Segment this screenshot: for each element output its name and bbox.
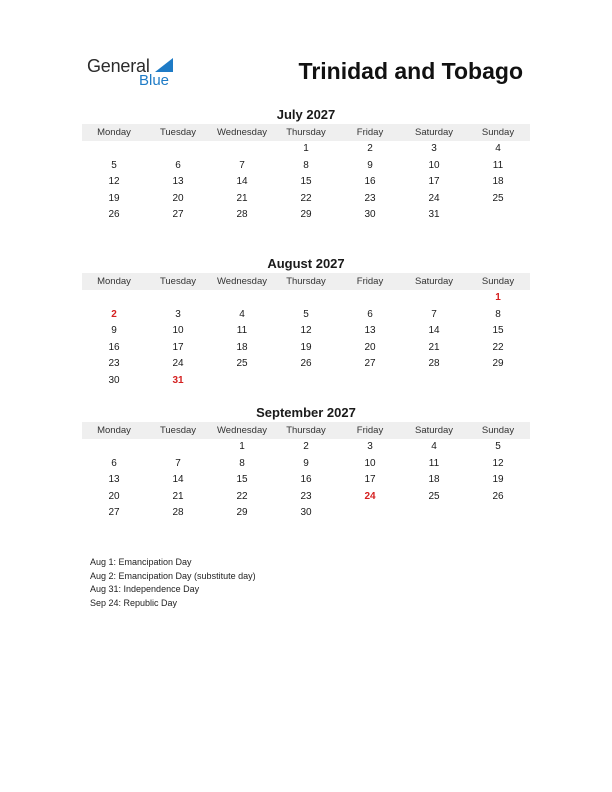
day-cell: 22 [492,341,504,353]
holiday-list [90,556,256,610]
holiday-note: Sep 24: Republic Day [90,597,178,608]
day-cell: 10 [428,159,440,171]
day-cell [402,290,466,307]
weekday-header: Sunday [481,425,515,436]
day-cell: 24 [428,192,440,204]
day-cell: 19 [108,192,120,204]
weekday-header: Tuesday [159,127,197,138]
day-cell: 13 [364,325,376,336]
day-cell: 15 [492,325,504,336]
day-cell: 5 [111,159,117,171]
day-cell: 16 [300,474,312,485]
day-cell: 28 [172,507,184,518]
day-cell: 20 [364,341,376,353]
month-title: August 2027 [267,256,345,271]
week-row [82,207,530,224]
day-cell: 31 [428,209,440,220]
month-title: September 2027 [256,405,356,420]
day-cell: 9 [111,325,117,336]
day-cell: 4 [495,143,501,154]
weekday-header: Saturday [414,425,454,436]
day-cell: 3 [367,441,373,452]
weekday-header: Wednesday [217,276,267,287]
day-cell: 21 [236,192,248,204]
day-cell [402,373,466,390]
day-cell: 4 [431,441,437,452]
day-cell: 29 [236,507,248,518]
generalblue-logo [87,56,187,92]
logo-blue-text: Blue [139,72,170,89]
week-row [82,307,530,324]
holiday-note: Aug 31: Independence Day [90,584,200,594]
day-cell: 24 [172,358,184,369]
day-cell: 20 [108,490,120,502]
day-cell: 4 [239,308,245,320]
day-cell [82,290,146,307]
day-cell: 22 [236,490,248,502]
day-cell: 8 [239,457,245,469]
day-cell: 7 [239,159,245,171]
day-cell: 13 [172,176,184,187]
day-cell: 30 [364,209,376,220]
day-cell [210,290,274,307]
day-cell: 27 [172,209,184,220]
day-cell [338,505,402,522]
day-cell: 12 [492,457,504,469]
day-cell [402,505,466,522]
day-cell: 14 [172,474,184,485]
week-row [82,340,530,357]
weekday-header: Sunday [481,276,515,287]
week-row [82,290,530,307]
day-cell: 2 [367,143,373,154]
weekday-header: Monday [97,127,131,138]
day-cell: 10 [364,457,376,469]
holiday-day-cell: 31 [172,374,184,386]
day-cell: 12 [300,325,312,336]
day-cell: 17 [172,341,184,353]
day-cell: 17 [428,176,440,187]
weekday-header: Tuesday [159,276,197,287]
day-cell: 3 [431,143,437,154]
day-cell: 22 [300,192,312,204]
holiday-day-cell: 24 [364,490,376,502]
day-cell: 9 [303,457,309,469]
country-title: Trinidad and Tobago [298,58,523,84]
weekday-header-row [82,273,530,290]
holiday-day-cell: 1 [495,292,501,303]
day-cell: 27 [108,507,120,518]
day-cell: 20 [172,192,184,204]
day-cell: 5 [495,441,501,452]
logo-triangle-icon [155,58,173,72]
week-row [82,191,530,208]
day-cell: 11 [428,457,440,469]
day-cell: 12 [108,176,120,187]
day-cell: 23 [364,192,376,204]
day-cell: 28 [428,358,440,369]
day-cell: 19 [300,341,312,353]
holiday-day-cell: 2 [111,308,117,320]
day-cell: 18 [428,474,440,485]
day-cell: 25 [428,490,440,502]
day-cell: 6 [175,159,181,171]
day-cell: 1 [303,143,309,154]
weekday-header-row [82,422,530,439]
day-cell: 29 [492,358,504,369]
weekday-header: Friday [356,276,384,287]
day-cell: 29 [300,209,312,220]
day-cell: 23 [108,358,120,369]
holiday-note: Aug 1: Emancipation Day [90,557,192,567]
day-cell: 18 [492,176,504,187]
day-cell: 13 [108,474,120,485]
weekday-header: Saturday [414,127,454,138]
day-cell [466,505,530,522]
day-cell: 7 [175,457,181,469]
day-cell [82,439,146,456]
week-row [82,158,530,175]
day-cell: 15 [300,176,312,187]
day-cell: 9 [367,159,373,171]
week-row [82,373,530,390]
weekday-header: Thursday [286,127,326,138]
week-row [82,489,530,506]
week-row [82,439,530,456]
day-cell: 21 [172,490,184,502]
day-cell: 30 [300,507,312,518]
day-cell: 16 [364,176,376,187]
day-cell: 7 [431,308,437,320]
day-cell [210,141,274,158]
day-cell [338,373,402,390]
weekday-header: Wednesday [217,127,267,138]
day-cell: 18 [236,341,248,353]
day-cell [146,439,210,456]
day-cell [274,290,338,307]
weekday-header: Monday [97,425,131,436]
week-row [82,456,530,473]
month-calendar-july [82,107,530,224]
day-cell: 25 [492,192,504,204]
day-cell [466,207,530,224]
day-cell: 1 [239,441,245,452]
day-cell: 26 [300,358,312,369]
day-cell [146,290,210,307]
weekday-header: Wednesday [217,425,267,436]
month-title: July 2027 [276,107,336,122]
day-cell: 16 [108,341,120,353]
weekday-header: Thursday [286,276,326,287]
day-cell [146,141,210,158]
day-cell: 5 [303,308,309,320]
day-cell [338,290,402,307]
month-calendar-august [82,256,530,389]
day-cell: 28 [236,209,248,220]
day-cell: 23 [300,490,312,502]
day-cell: 30 [108,374,120,386]
day-cell: 27 [364,358,376,369]
weekday-header: Saturday [414,276,454,287]
day-cell: 21 [428,341,440,353]
weekday-header-row [82,124,530,141]
day-cell: 3 [175,308,181,320]
day-cell: 26 [492,490,504,502]
day-cell: 6 [367,308,373,320]
day-cell: 14 [428,325,440,336]
week-row [82,505,530,522]
day-cell [466,373,530,390]
day-cell: 8 [495,308,501,320]
day-cell: 26 [108,209,120,220]
day-cell: 11 [236,325,248,336]
day-cell: 11 [492,159,504,171]
weekday-header: Sunday [481,127,515,138]
day-cell: 10 [172,325,184,336]
day-cell [210,373,274,390]
holiday-note: Aug 2: Emancipation Day (substitute day) [90,570,256,581]
month-calendar-september [82,405,530,522]
day-cell: 8 [303,159,309,171]
logo-general-text: General [87,56,150,76]
week-row [82,141,530,158]
week-row [82,356,530,373]
weekday-header: Monday [97,276,131,287]
day-cell: 17 [364,474,376,485]
week-row [82,323,530,340]
week-row [82,472,530,489]
weekday-header: Thursday [286,425,326,436]
day-cell: 14 [236,176,248,187]
weekday-header: Friday [356,127,384,138]
day-cell [82,141,146,158]
day-cell: 19 [492,474,504,485]
day-cell: 2 [303,441,309,452]
day-cell: 25 [236,358,248,369]
weekday-header: Tuesday [159,425,197,436]
week-row [82,174,530,191]
weekday-header: Friday [356,425,384,436]
day-cell: 15 [236,474,248,485]
day-cell [274,373,338,390]
day-cell: 6 [111,457,117,469]
